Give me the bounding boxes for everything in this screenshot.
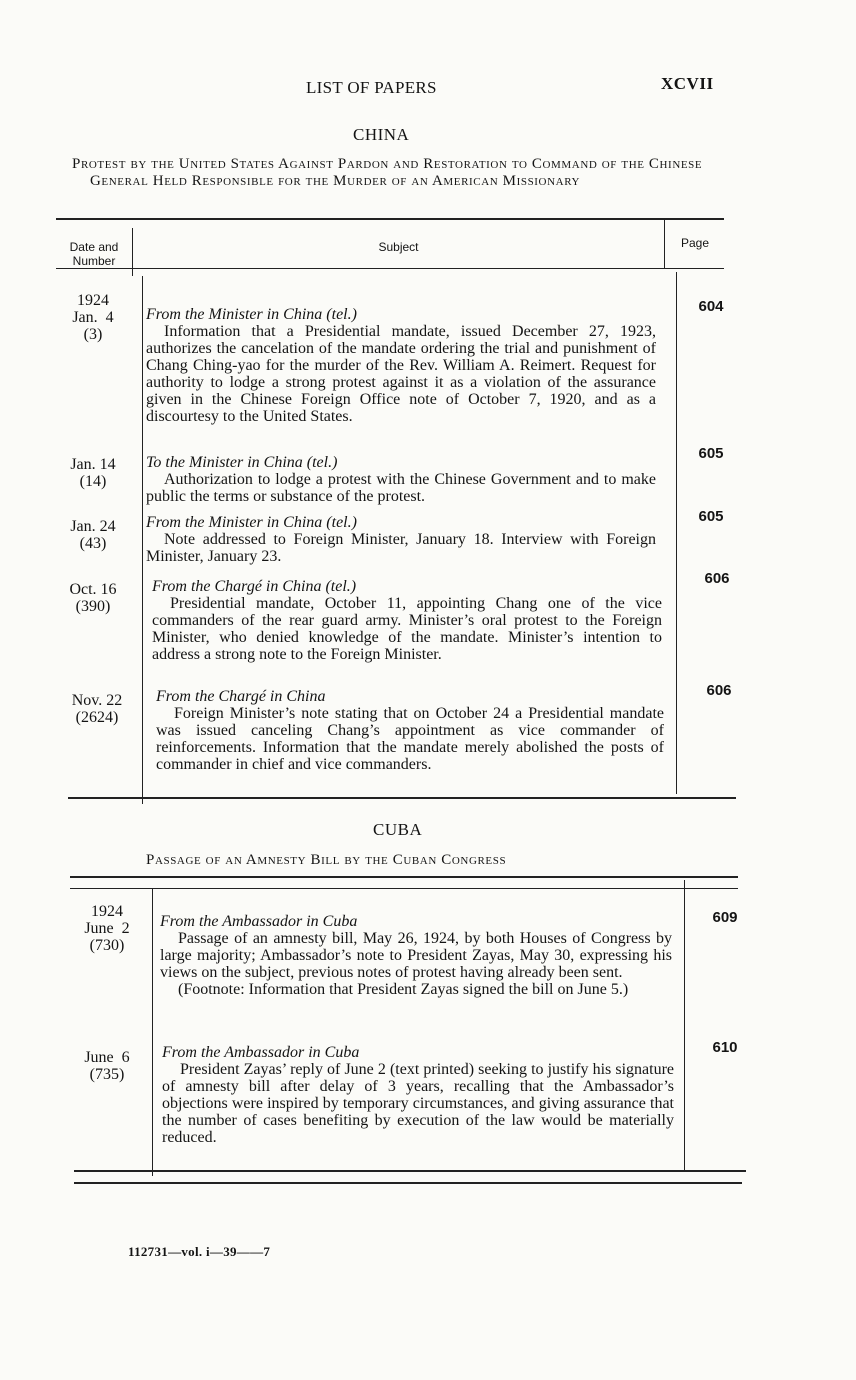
table-top-rule (56, 218, 724, 220)
entry-date: 1924 Jan. 4 (3) (72, 292, 114, 343)
topic-heading-china: Protest by the United States Against Pardon and Restoration to Command of the Chinese General Held Responsible for the Murder of an American Missionary (72, 156, 703, 189)
entry-date: Nov. 22 (2624) (71, 692, 123, 726)
entry-text: Authorization to lodge a protest with the Chinese Government and to make public the terms or substance of the protest. (146, 471, 656, 505)
entry-text: Information that a Presidential mandate, issued December 27, 1923, authorizes the cancelation of the mandate ordering the trial and punishment of Chang Ching-yao for the murder of the Rev. William A. Reimert. Request for authority to lodge a strong protest against it as a violation of the assurance given in the Chinese Foreign Office note of October 7, 1920, and as a discourtesy to the United States. (146, 323, 656, 425)
column-header-page: Page (680, 236, 710, 250)
running-title: LIST OF PAPERS (306, 78, 437, 97)
entry-footnote: (Footnote: Information that President Zayas signed the bill on June 5.) (178, 981, 629, 998)
entry-page: 610 (712, 1039, 738, 1056)
entry-subject (156, 688, 664, 773)
entry-text: Passage of an amnesty bill, May 26, 1924, by both Houses of Congress by large majority; Ambassador’s note to President Zayas, May 30, expressing his views on the subject, previous notes of protest having already been sent. (160, 930, 672, 981)
entry-text: Note addressed to Foreign Minister, January 18. Interview with Foreign Minister, January 23. (146, 531, 656, 565)
entry-text: Foreign Minister’s note stating that on October 24 a Presidential mandate was issued canceling Chang’s appointment as vice commander of reinforcements. Information that the mandate merely abolished the posts of commander in chief and vice commanders. (156, 705, 664, 773)
entry-source: From the Minister in China (tel.) (146, 306, 357, 323)
header-rule (70, 888, 738, 889)
printer-imprint: 112731—vol. i—39——7 (128, 1244, 271, 1259)
entry-subject (146, 306, 656, 425)
entry-source: From the Chargé in China (tel.) (152, 578, 357, 595)
entry-source: From the Ambassador in Cuba (160, 913, 358, 930)
entry-page: 609 (712, 909, 738, 926)
entry-subject (152, 578, 662, 663)
entry-page: 606 (704, 570, 730, 587)
entry-text: President Zayas’ reply of June 2 (text printed) seeking to justify his signature of amnesty bill after delay of 3 years, recalling that the Ambassador’s objections were inspired by temporary circumstances, and giving assurance that the number of cases benefiting by execution of the law would be materially reduced. (162, 1061, 674, 1146)
entry-source: From the Chargé in China (156, 688, 326, 705)
column-header-subject: Subject (378, 240, 419, 254)
entry-subject (146, 454, 656, 505)
entry-date: 1924 June 2 (730) (84, 903, 130, 954)
entry-date: June 6 (735) (84, 1049, 130, 1083)
entry-source: To the Minister in China (tel.) (146, 454, 338, 471)
table-bottom-rule (74, 1182, 742, 1184)
column-header-date: Date and Number (69, 240, 119, 268)
column-divider (684, 880, 685, 1170)
entry-page: 606 (706, 682, 732, 699)
entry-subject (160, 913, 672, 998)
column-divider (152, 888, 153, 1176)
entry-source: From the Minister in China (tel.) (146, 514, 357, 531)
header-rule (56, 268, 724, 269)
entry-page: 605 (698, 445, 724, 462)
table-bottom-rule (74, 1170, 746, 1172)
entry-page: 605 (698, 508, 724, 525)
column-divider (676, 272, 677, 794)
entry-text: Presidential mandate, October 11, appointing Chang one of the vice commanders of the rear guard army. Minister’s oral protest to the Foreign Minister, who denied knowledge of the mandate. Minister’s intention to address a strong note to the Foreign Minister. (152, 595, 662, 663)
page-folio: XCVII (661, 74, 714, 93)
entry-date: Oct. 16 (390) (69, 581, 117, 615)
column-divider (664, 220, 665, 268)
country-heading-cuba: CUBA (373, 820, 423, 839)
entry-subject (146, 514, 656, 565)
entry-date: Jan. 14 (14) (70, 456, 116, 490)
entry-subject (162, 1044, 674, 1146)
topic-heading-cuba: Passage of an Amnesty Bill by the Cuban Congress (146, 852, 507, 868)
entry-page: 604 (698, 298, 724, 315)
country-heading-china: CHINA (353, 125, 410, 144)
table-top-rule (70, 876, 738, 878)
column-divider (142, 276, 143, 804)
entry-source: From the Ambassador in Cuba (162, 1044, 360, 1061)
table-bottom-rule (68, 797, 736, 799)
entry-date: Jan. 24 (43) (70, 518, 116, 552)
